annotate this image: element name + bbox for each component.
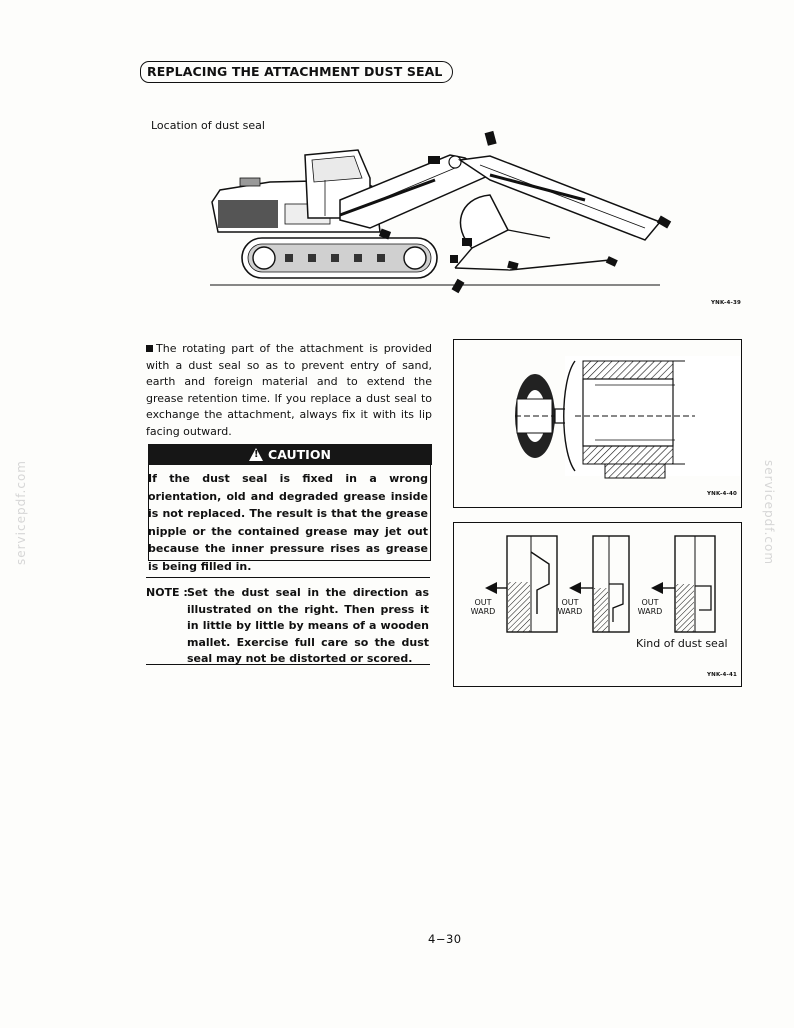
caution-header: [148, 444, 432, 465]
bullet-square: [146, 345, 153, 352]
caution-text: If the dust seal is fixed in a wrong orientation, old and degraded grease inside is not replaced. The result is that the grease nipple or the contained grease may jet out because the inner pressure rises as grease is being filled in.: [148, 472, 428, 573]
watermark-left: servicepdf.com: [14, 460, 28, 566]
excavator-illustration: [190, 120, 690, 300]
seal-types-illustration: [455, 524, 739, 684]
figure3-label-1: [469, 598, 497, 616]
label-line1: OUT: [561, 598, 579, 607]
figure3-code: YNK-4-41: [707, 672, 738, 678]
watermark-right: servicepdf.com: [762, 460, 776, 566]
warning-triangle-icon: [249, 448, 263, 461]
label-line1: OUT: [474, 598, 492, 607]
figure3-caption: Kind of dust seal: [636, 637, 728, 650]
label-line2: WARD: [637, 607, 663, 616]
section-title: REPLACING THE ATTACHMENT DUST SEAL: [140, 61, 453, 83]
label-line2: WARD: [470, 607, 496, 616]
paragraph-text: The rotating part of the attachment is provided with a dust seal so as to prevent entry of sand, earth and foreign material and to extend the grease retention time. If you replace a dust seal to exchange the attachment, always fix it with its lip facing outward.: [146, 342, 432, 438]
note-bottom-rule: [146, 664, 430, 665]
note-label: NOTE :: [146, 586, 188, 599]
figure1-caption: Location of dust seal: [151, 119, 265, 132]
page-number: 4−30: [428, 932, 462, 946]
body-paragraph: [146, 341, 432, 440]
figure2-code: YNK-4-40: [707, 491, 738, 497]
figure3-label-2: [556, 598, 584, 616]
label-line2: WARD: [557, 607, 583, 616]
note-top-rule: [146, 577, 430, 578]
label-line1: OUT: [641, 598, 659, 607]
figure1-code: YNK-4-39: [711, 300, 742, 306]
dust-seal-insertion-illustration: [455, 341, 739, 505]
figure3-label-3: [636, 598, 664, 616]
note-text: Set the dust seal in the direction as illustrated on the right. Then press it in little by little by means of a wooden mallet. Exercise full care so the dust seal may not be distorted or scored.: [187, 586, 429, 665]
caution-label: CAUTION: [268, 447, 331, 462]
